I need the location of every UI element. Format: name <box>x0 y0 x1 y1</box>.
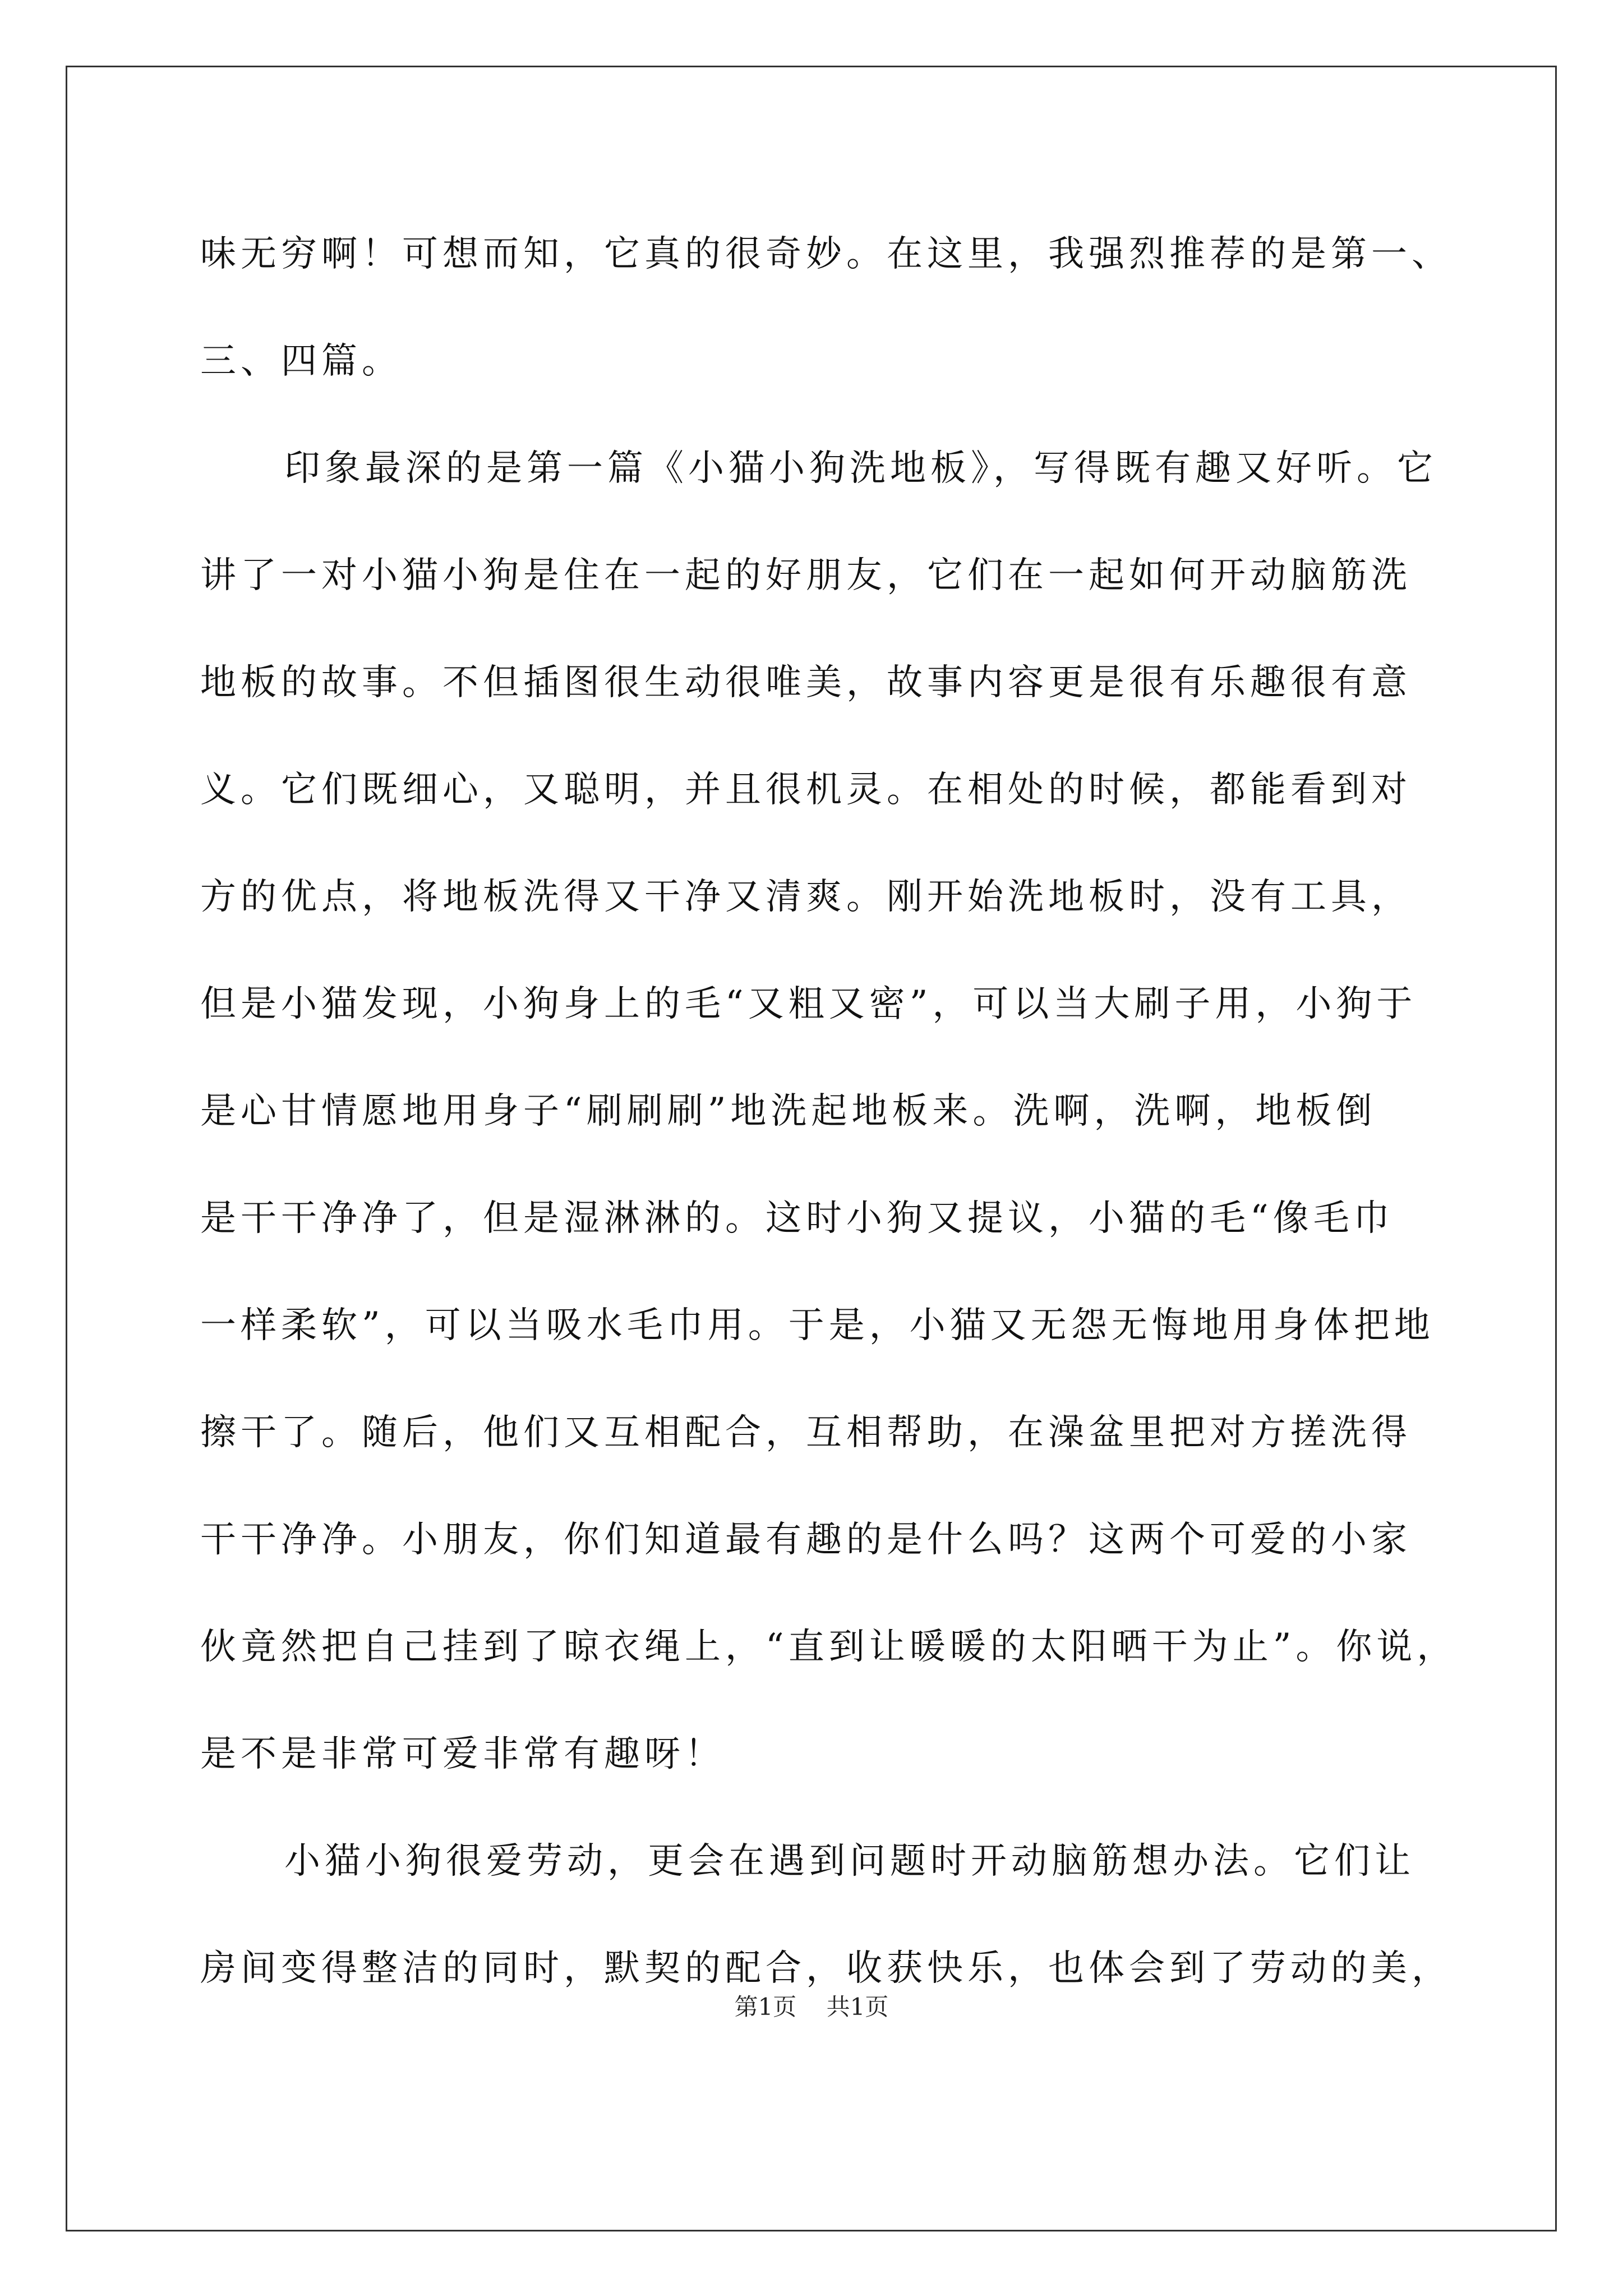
text-line: 擦干了。随后，他们又互相配合，互相帮助，在澡盆里把对方搓洗得 <box>200 1412 1412 1453</box>
text-line: 味无穷啊！可想而知，它真的很奇妙。在这里，我强烈推荐的是第一、 <box>200 233 1452 275</box>
text-line: 地板的故事。不但插图很生动很唯美，故事内容更是很有乐趣很有意 <box>200 662 1412 703</box>
text-line: 方的优点，将地板洗得又干净又清爽。刚开始洗地板时，没有工具， <box>200 876 1412 918</box>
text-line: 但是小猫发现，小狗身上的毛“又粗又密”，可以当大刷子用，小狗于 <box>200 983 1417 1025</box>
page-number-footer: 第1页 共1页 <box>734 1993 889 2021</box>
paragraph-start-line: 小猫小狗很爱劳动，更会在遇到问题时开动脑筋想办法。它们让 <box>284 1841 1415 1882</box>
text-line: 讲了一对小猫小狗是住在一起的好朋友，它们在一起如何开动脑筋洗 <box>200 555 1412 596</box>
text-line: 伙竟然把自己挂到了晾衣绳上，“直到让暖暖的太阳晒干为止”。你说， <box>200 1626 1458 1668</box>
text-line: 义。它们既细心，又聪明，并且很机灵。在相处的时候，都能看到对 <box>200 769 1412 811</box>
text-line: 房间变得整洁的同时，默契的配合，收获快乐，也体会到了劳动的美， <box>200 1948 1452 1989</box>
text-line: 是干干净净了，但是湿淋淋的。这时小狗又提议，小猫的毛“像毛巾 <box>200 1198 1394 1239</box>
text-line: 一样柔软”，可以当吸水毛巾用。于是，小猫又无怨无悔地用身体把地 <box>200 1305 1435 1346</box>
paragraph-start-line: 印象最深的是第一篇《小猫小狗洗地板》，写得既有趣又好听。它 <box>284 448 1437 489</box>
text-line: 三、四篇。 <box>200 341 402 382</box>
document-body <box>200 201 1458 2022</box>
text-line: 是不是非常可爱非常有趣呀！ <box>200 1733 725 1775</box>
text-line: 是心甘情愿地用身子“刷刷刷”地洗起地板来。洗啊，洗啊，地板倒 <box>200 1091 1377 1132</box>
text-line: 干干净净。小朋友，你们知道最有趣的是什么吗？这两个可爱的小家 <box>200 1519 1412 1561</box>
